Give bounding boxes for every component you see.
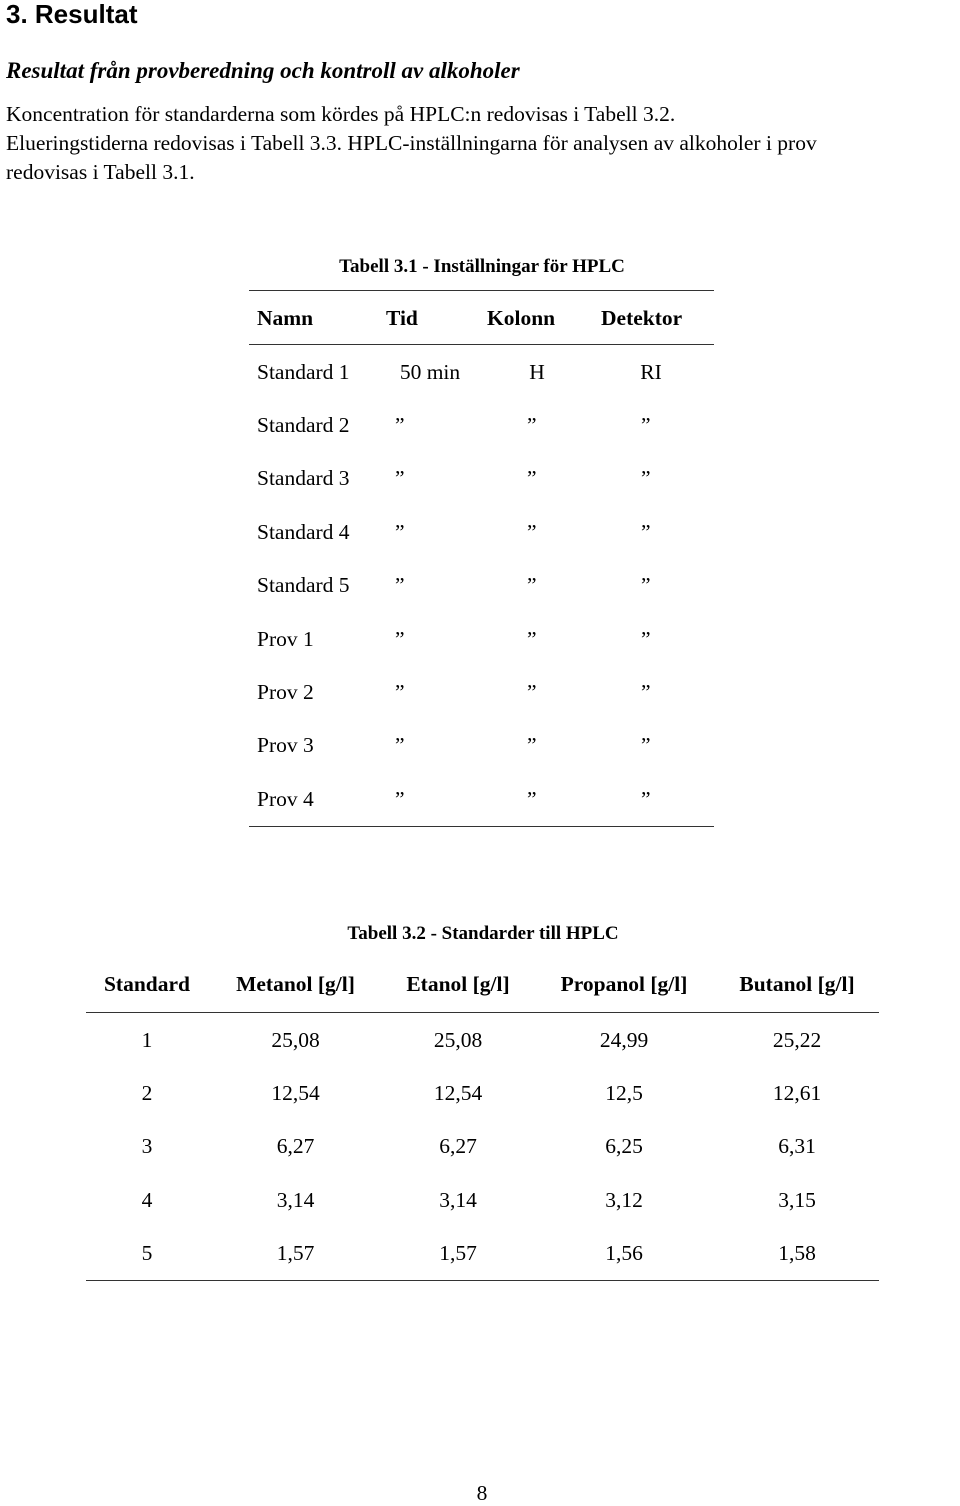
table-3-1-caption [0, 254, 960, 280]
table-row [249, 719, 714, 772]
cell-detektor: ” [641, 786, 651, 811]
cell-detektor: ” [641, 519, 651, 544]
table-row [249, 345, 714, 398]
table-caption-text: Tabell 3.1 - Inställningar för HPLC [339, 256, 625, 277]
cell-namn: Prov 4 [257, 786, 314, 811]
cell-detektor: ” [641, 466, 651, 491]
table-row [249, 559, 714, 612]
cell-etanol: 3,14 [439, 1187, 477, 1212]
table-row [249, 505, 714, 558]
cell-kolonn: ” [527, 413, 537, 438]
cell-namn: Prov 2 [257, 680, 314, 705]
cell-kolonn: ” [527, 680, 537, 705]
column-header-propanol: Propanol [g/l] [560, 971, 688, 996]
cell-tid: 50 min [399, 359, 461, 384]
table-row [249, 772, 714, 825]
cell-namn: Standard 4 [257, 519, 350, 544]
column-header-namn: Namn [257, 305, 314, 330]
cell-butanol: 12,61 [772, 1081, 822, 1106]
table-caption-text: Tabell 3.2 - Standarder till HPLC [347, 923, 619, 944]
page-number [0, 1480, 960, 1506]
cell-propanol: 6,25 [605, 1134, 643, 1159]
cell-kolonn: ” [527, 626, 537, 651]
cell-propanol: 1,56 [605, 1241, 643, 1266]
table-row [249, 398, 714, 451]
table-row [249, 452, 714, 505]
cell-tid: ” [395, 680, 405, 705]
cell-metanol: 1,57 [276, 1241, 315, 1266]
cell-etanol: 1,57 [439, 1241, 477, 1266]
cell-tid: ” [395, 413, 405, 438]
table-row [249, 665, 714, 718]
cell-tid: ” [395, 466, 405, 491]
cell-metanol: 6,27 [276, 1134, 315, 1159]
cell-etanol: 25,08 [433, 1027, 483, 1052]
cell-namn: Standard 5 [257, 573, 350, 598]
cell-kolonn: ” [527, 519, 537, 544]
cell-detektor: ” [641, 626, 651, 651]
cell-namn: Standard 2 [257, 413, 350, 438]
cell-standard: 1 [141, 1027, 153, 1052]
cell-namn: Standard 3 [257, 466, 350, 491]
cell-butanol: 25,22 [772, 1027, 822, 1052]
cell-detektor: ” [641, 413, 651, 438]
cell-tid: ” [395, 519, 405, 544]
cell-metanol: 25,08 [271, 1027, 320, 1052]
table-row [86, 1013, 879, 1066]
column-header-etanol: Etanol [g/l] [406, 971, 510, 996]
cell-standard: 2 [141, 1081, 153, 1106]
paragraph-line: Elueringstiderna redovisas i Tabell 3.3. HPLC-inställningarna för analysen av alkoholer i prov [6, 131, 817, 155]
cell-standard: 4 [141, 1187, 153, 1212]
cell-butanol: 6,31 [778, 1134, 816, 1159]
cell-butanol: 1,58 [778, 1241, 816, 1266]
column-header-kolonn: Kolonn [487, 305, 556, 330]
intro-paragraph [6, 100, 960, 187]
column-header-butanol: Butanol [g/l] [739, 971, 855, 996]
cell-kolonn: ” [527, 466, 537, 491]
paragraph-line: Koncentration för standarderna som kördes på HPLC:n redovisas i Tabell 3.2. [6, 102, 676, 126]
cell-standard: 5 [141, 1241, 153, 1266]
cell-namn: Prov 3 [257, 733, 314, 758]
cell-kolonn: H [529, 359, 545, 384]
table-header-row [86, 955, 879, 1013]
table-row [86, 1120, 879, 1173]
cell-kolonn: ” [527, 573, 537, 598]
subsection-heading: Resultat från provberedning och kontroll av alkoholer [6, 58, 520, 83]
cell-propanol: 3,12 [605, 1187, 643, 1212]
column-header-standard: Standard [103, 971, 191, 996]
cell-tid: ” [395, 786, 405, 811]
table-row [86, 1227, 879, 1280]
column-header-metanol: Metanol [g/l] [236, 971, 355, 996]
cell-metanol: 12,54 [271, 1081, 320, 1106]
cell-detektor: ” [641, 733, 651, 758]
cell-detektor: ” [641, 573, 651, 598]
cell-propanol: 24,99 [599, 1027, 649, 1052]
column-header-detektor: Detektor [601, 305, 683, 330]
table-row [86, 1173, 879, 1226]
table-header-row [249, 291, 714, 345]
table-3-2 [86, 955, 879, 1281]
cell-tid: ” [395, 626, 405, 651]
cell-standard: 3 [141, 1134, 153, 1159]
table-row [249, 612, 714, 665]
cell-metanol: 3,14 [276, 1187, 315, 1212]
table-3-1 [249, 290, 714, 827]
cell-namn: Standard 1 [257, 359, 350, 384]
paragraph-line: redovisas i Tabell 3.1. [6, 160, 195, 184]
column-header-tid: Tid [386, 305, 418, 330]
cell-kolonn: ” [527, 733, 537, 758]
cell-etanol: 6,27 [439, 1134, 477, 1159]
cell-propanol: 12,5 [605, 1081, 643, 1106]
table-row [86, 1066, 879, 1119]
cell-namn: Prov 1 [257, 626, 314, 651]
cell-etanol: 12,54 [433, 1081, 483, 1106]
section-heading: 3. Resultat [6, 0, 138, 29]
cell-detektor: ” [641, 680, 651, 705]
cell-tid: ” [395, 573, 405, 598]
cell-kolonn: ” [527, 786, 537, 811]
cell-butanol: 3,15 [778, 1187, 816, 1212]
cell-tid: ” [395, 733, 405, 758]
cell-detektor: RI [640, 359, 662, 384]
table-3-2-caption [0, 921, 960, 947]
page-number-text: 8 [476, 1481, 488, 1505]
